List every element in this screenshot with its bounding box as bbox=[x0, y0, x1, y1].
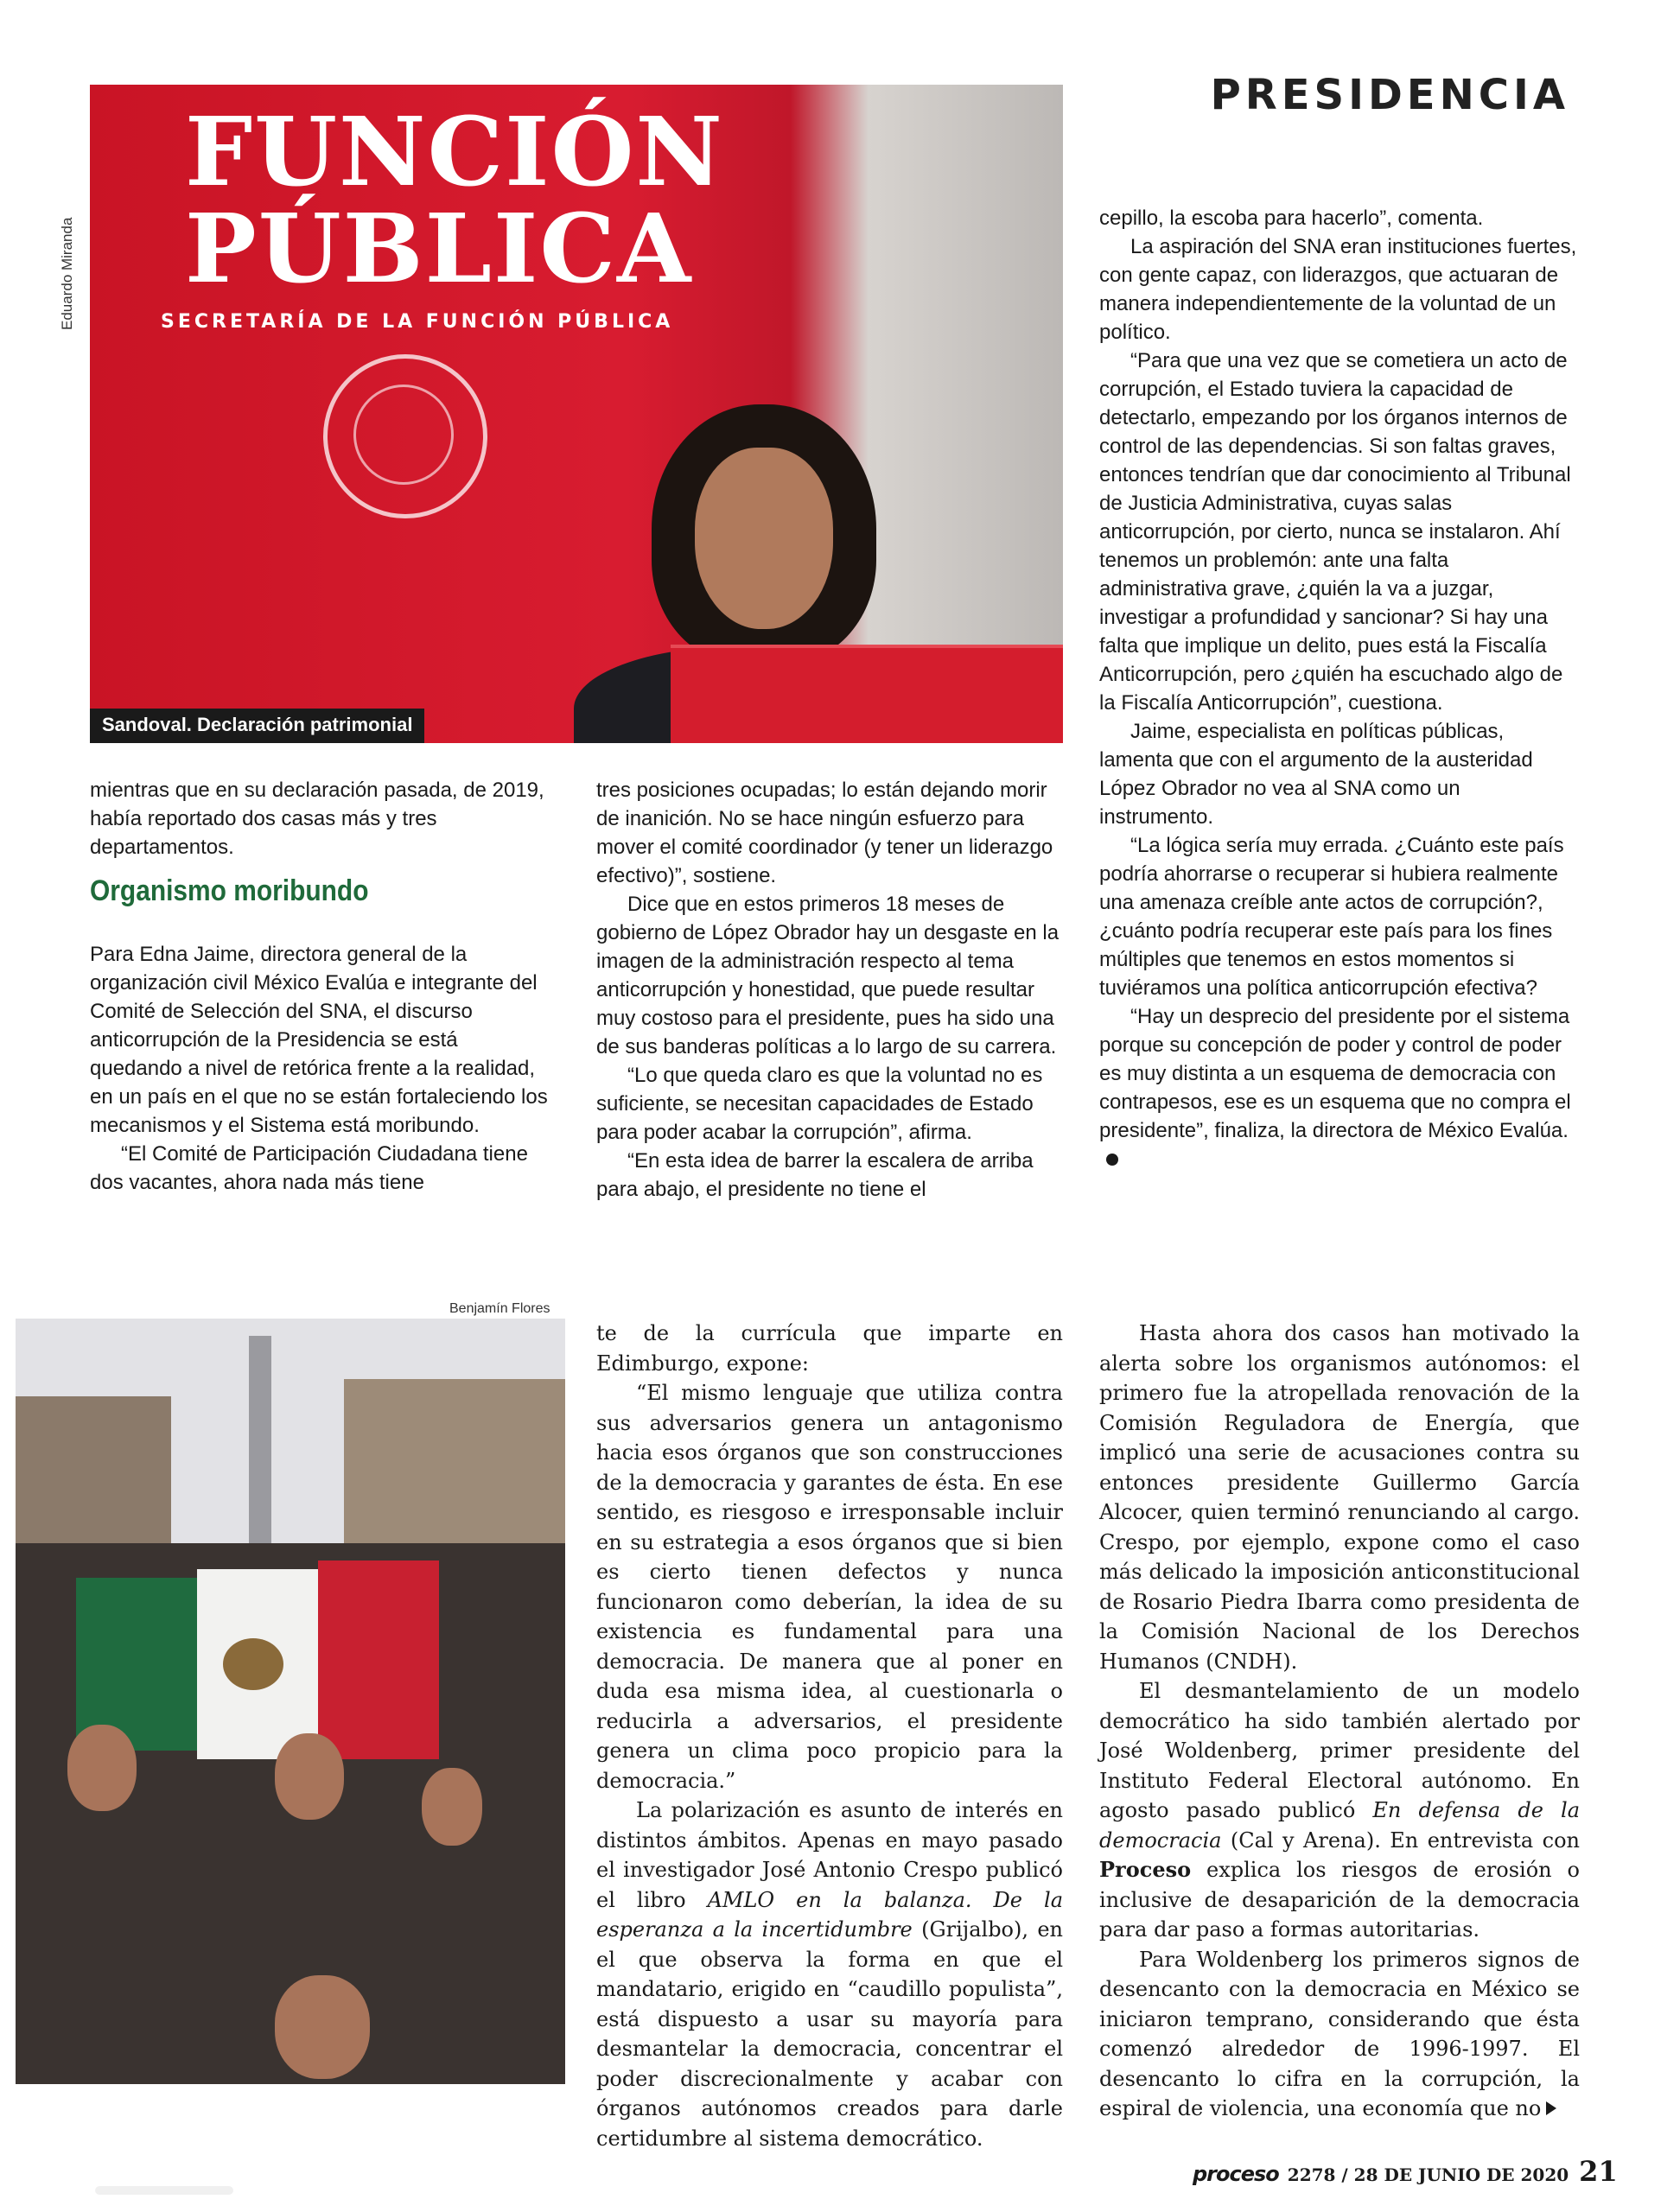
book-title: En defensa de la democracia bbox=[1099, 1798, 1581, 1853]
publication-name: Proceso bbox=[1099, 1857, 1192, 1882]
paragraph: “Lo que queda claro es que la voluntad no es suficiente, se necesitan capacidades de Estado para poder acabar la corrupción”, afirma. bbox=[596, 1064, 1043, 1144]
photo-credit-bottom: Benjamín Flores bbox=[449, 1301, 550, 1316]
continue-arrow-icon bbox=[1546, 2101, 1556, 2115]
banner-title bbox=[185, 96, 724, 304]
page-folio bbox=[1193, 2155, 1618, 2188]
photo-credit-top: Eduardo Miranda bbox=[59, 217, 75, 330]
paragraph: tres posiciones ocupadas; lo están dejando morir de inanición. No se hace ningún esfuerzo para mover el comité coordinador (y tener un liderazgo efectivo)”, sostiene. bbox=[596, 779, 1053, 887]
paragraph: “El Comité de Participación Ciudadana tiene dos vacantes, ahora nada más tiene bbox=[90, 1142, 528, 1194]
book-title: AMLO en la balanza. De la esperanza a la incertidumbre bbox=[596, 1887, 1063, 1942]
crowd-face bbox=[67, 1725, 137, 1811]
top-photo bbox=[90, 85, 1063, 743]
paragraph: “En esta idea de barrer la escalera de arriba para abajo, el presidente no tiene el bbox=[596, 1149, 1034, 1201]
photo-building bbox=[344, 1379, 565, 1560]
bottom-photo bbox=[16, 1319, 565, 2084]
paragraph-text: La polarización es asunto de interés en distintos ámbitos. Apenas en mayo pasado el investigador José Antonio Crespo publicó el libro bbox=[596, 1798, 1063, 1912]
article-top-column-3 bbox=[1099, 204, 1580, 1173]
issue-date: 2278 / 28 DE JUNIO DE 2020 bbox=[1287, 2164, 1569, 2185]
banner-subtitle: SECRETARÍA DE LA FUNCIÓN PÚBLICA bbox=[161, 311, 674, 333]
paragraph bbox=[1099, 1676, 1580, 1945]
paragraph: “Para que una vez que se cometiera un acto de corrupción, el Estado tuviera la capacidad de detectarlo, empezando por los órganos internos de control de las dependencias. Si son faltas graves, entonces tendrían que dar conocimiento al Tribunal de Justicia Administrativa, cuyas salas anticorrupción, por cierto, nunca se instalaron. Ahí tenemos un problemón: ante una falta administrativa grave, ¿quién la va a juzgar, investigar a profundidad y sancionar? Si hay una falta que implique un delito, pues está la Fiscalía Anticorrupción, pero ¿quién ha escuchado algo de la Fiscalía Anticorrupción”, cuestiona. bbox=[1099, 349, 1571, 715]
banner-line-1: FUNCIÓN bbox=[185, 96, 724, 207]
paragraph: La aspiración del SNA eran instituciones fuertes, con gente capaz, con liderazgos, que actuaran de manera independientemente de la voluntad de un político. bbox=[1099, 235, 1577, 344]
photo-caption: Sandoval. Declaración patrimonial bbox=[90, 709, 424, 743]
crowd-face bbox=[275, 1733, 344, 1820]
paragraph: te de la currícula que imparte en Edimburgo, expone: bbox=[596, 1321, 1063, 1376]
end-mark-icon bbox=[1106, 1154, 1118, 1166]
article-bottom-column-2 bbox=[596, 1319, 1063, 2153]
paragraph-text: “Hay un desprecio del presidente por el sistema porque su concepción de poder y control de poder es muy distinta a un esquema de democracia con contrapesos, ese es un esquema que no compra el presidente”, finaliza, la directora de México Evalúa. bbox=[1099, 1005, 1571, 1142]
magazine-logo: proceso bbox=[1193, 2162, 1279, 2186]
speaker-face bbox=[695, 448, 833, 629]
article-top-column-1 bbox=[90, 776, 548, 1197]
paragraph: Dice que en estos primeros 18 meses de gobierno de López Obrador hay un desgaste en la imagen de la administración respecto al tema anticorrupción y honestidad, que puede resultar muy costoso para el presidente, pues ha sido una de sus banderas políticas a lo largo de su carrera. bbox=[596, 893, 1060, 1058]
photo-building bbox=[16, 1396, 171, 1552]
flag-emblem-icon bbox=[223, 1638, 283, 1690]
banner-line-2: PÚBLICA bbox=[185, 193, 693, 304]
paragraph: Para Edna Jaime, directora general de la organización civil México Evalúa e integrante del Comité de Selección del SNA, el discurso anticorrupción de la Presidencia se está quedando a nivel de retórica frente a la realidad, en un país en el que no se están fortaleciendo los mecanismos y el Sistema está moribundo. bbox=[90, 943, 548, 1137]
paragraph: cepillo, la escoba para hacerlo”, comenta. bbox=[1099, 207, 1484, 230]
paragraph: “La lógica sería muy errada. ¿Cuánto este país podría ahorrarse o recuperar si hubiera realmente una amenaza creíble ante actos de corrupción?, ¿cuánto podría recuperar este país para los fines múltiples que tenemos en estos momentos si tuviéramos una política anticorrupción efectiva? bbox=[1099, 834, 1564, 1000]
paragraph: “El mismo lenguaje que utiliza contra sus adversarios genera un antagonismo hacia esos órganos que son construcciones de la democracia y garantes de ésta. En ese sentido, es riesgoso e irresponsable incluir en su estrategia a esos órganos que si bien es cierto tienen defectos y nunca funcionaron como deberían, la idea de su existencia es fundamental para una democracia. De manera que al poner en duda esa misma idea, al cuestionarla o reducirla a adversarios, el presidente genera un clima poco propicio para la democracia.” bbox=[596, 1381, 1063, 1793]
paragraph: Jaime, especialista en políticas públicas, lamenta que con el argumento de la austeridad López Obrador no vea al SNA como un instrumento. bbox=[1099, 720, 1533, 829]
paragraph-text: (Grijalbo), en el que observa la forma en que el mandatario, erigido en “caudillo populista”, está dispuesto a usar su mayoría para desmantelar la democracia, concentrar el poder discrecionalmente y acabar con órganos autónomos creados para darle certidumbre al sistema democrático. bbox=[596, 1917, 1063, 2151]
paragraph-text: Para Woldenberg los primeros signos de desencanto con la democracia en México se iniciaron temprano, considerando que ésta comenzó alrededor de 1996-1997. El desencanto lo cifra en la corrupción, la espiral de violencia, una economía que no bbox=[1099, 1947, 1580, 2120]
article-bottom-column-3 bbox=[1099, 1319, 1580, 2124]
paragraph-text: El desmantelamiento de un modelo democrático ha sido también alertado por José Woldenberg, primer presidente del Instituto Federal Electoral autónomo. En agosto pasado publicó bbox=[1099, 1679, 1580, 1822]
subhead: Organismo moribundo bbox=[90, 874, 369, 907]
section-header: PRESIDENCIA bbox=[1210, 71, 1569, 119]
paragraph bbox=[1099, 1945, 1580, 2124]
podium bbox=[671, 645, 1063, 743]
paragraph-text: explica los riesgos de erosión o inclusive de desaparición de la democracia para dar paso a formas autoritarias. bbox=[1099, 1858, 1580, 1942]
paragraph: mientras que en su declaración pasada, de 2019, había reportado dos casas más y tres departamentos. bbox=[90, 779, 544, 859]
page-number: 21 bbox=[1579, 2155, 1618, 2188]
paragraph bbox=[596, 1796, 1063, 2153]
paragraph: Hasta ahora dos casos han motivado la alerta sobre los organismos autónomos: el primero fue la atropellada renovación de la Comisión Reguladora de Energía, que implicó una serie de acusaciones contra su entonces presidente Guillermo García Alcocer, quien terminó renunciando al cargo. Crespo, por ejemplo, expone como el caso más delicado la imposición anticonstitucional de Rosario Piedra Ibarra como presidenta de la Comisión Nacional de los Derechos Humanos (CNDH). bbox=[1099, 1321, 1580, 1674]
paragraph bbox=[1099, 1002, 1580, 1173]
photo-column bbox=[249, 1336, 271, 1560]
crowd-face bbox=[422, 1768, 482, 1846]
flag-red bbox=[318, 1560, 439, 1759]
national-seal-icon bbox=[323, 354, 487, 518]
scan-smudge bbox=[95, 2186, 233, 2195]
paragraph-text: (Cal y Arena). En entrevista con bbox=[1221, 1827, 1580, 1853]
article-top-column-2 bbox=[596, 776, 1063, 1204]
crowd-face bbox=[275, 1975, 370, 2079]
